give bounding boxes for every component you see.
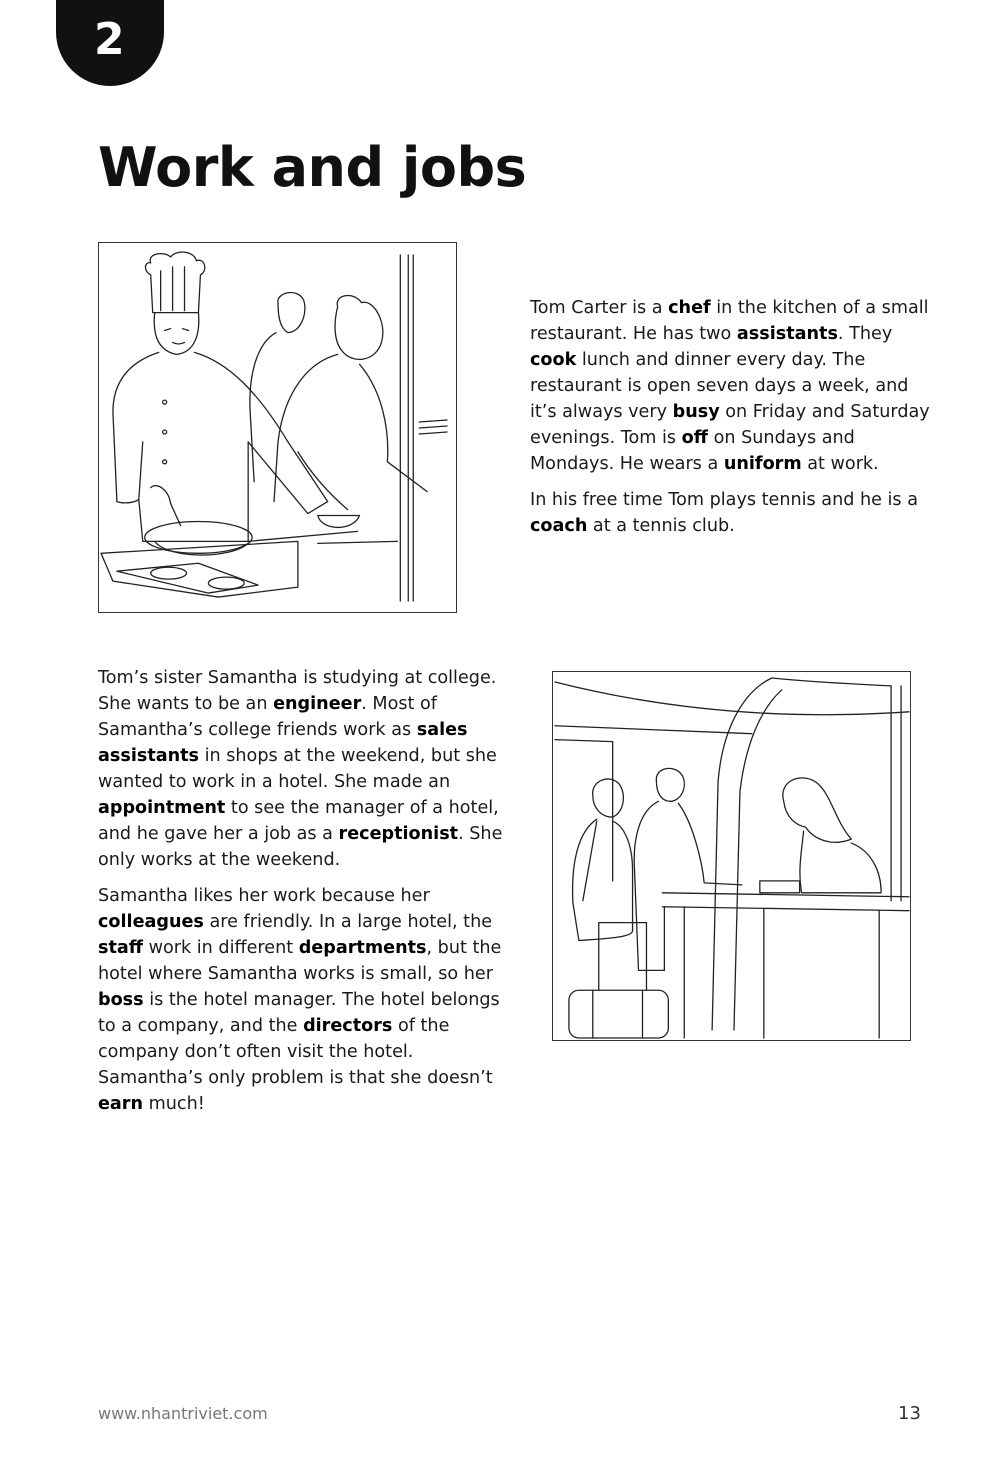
tom-paragraph-2 [530, 487, 930, 539]
samantha-paragraph-2 [98, 883, 513, 1117]
kitchen-illustration [98, 242, 457, 613]
key-vocabulary-word: receptionist [338, 824, 459, 844]
key-vocabulary-word: busy [672, 402, 720, 422]
text-run: lunch and dinner every day. The restaurant is open seven days a week, and it’s always very [530, 350, 909, 422]
page-title: Work and jobs [98, 136, 527, 199]
key-vocabulary-word: staff [98, 938, 144, 958]
text-run: In his free time Tom plays tennis and he is a [530, 490, 918, 510]
text-run: Samantha likes her work because her [98, 886, 430, 906]
key-vocabulary-word: departments [298, 938, 427, 958]
text-run: work in different [143, 938, 299, 958]
key-vocabulary-word: off [681, 428, 709, 448]
text-run: Tom’s sister Samantha is studying at college. She wants to be an [98, 668, 497, 714]
text-run: to see the manager of a hotel, and he gave her a job as a [98, 798, 499, 844]
footer-website: www.nhantriviet.com [98, 1404, 268, 1423]
key-vocabulary-word: boss [98, 990, 144, 1010]
key-vocabulary-word: engineer [273, 694, 362, 714]
text-run: much! [143, 1094, 205, 1114]
text-run: at a tennis club. [587, 516, 735, 536]
page-number: 13 [898, 1403, 921, 1424]
key-vocabulary-word: directors [303, 1016, 393, 1036]
key-vocabulary-word: colleagues [98, 912, 204, 932]
key-vocabulary-word: coach [530, 516, 588, 536]
text-run: . She only works at the weekend. [98, 824, 503, 870]
text-run: in shops at the weekend, but she wanted to work in a hotel. She made an [98, 746, 497, 792]
text-run: on Sundays and Mondays. He wears a [530, 428, 855, 474]
samantha-text [98, 665, 513, 1127]
unit-number: 2 [94, 14, 125, 65]
text-run: Tom Carter is a [530, 298, 669, 318]
key-vocabulary-word: earn [98, 1094, 144, 1114]
tom-paragraph-1 [530, 295, 930, 477]
text-run: , but the hotel where Samantha works is small, so her [98, 938, 502, 984]
key-vocabulary-word: sales assistants [98, 720, 468, 766]
samantha-paragraph-1 [98, 665, 513, 873]
key-vocabulary-word: uniform [723, 454, 802, 474]
tom-text [530, 295, 930, 549]
text-run: are friendly. In a large hotel, the [203, 912, 493, 932]
unit-number-badge [56, 0, 164, 86]
text-run: on Friday and Saturday evenings. Tom is [530, 402, 930, 448]
key-vocabulary-word: cook [530, 350, 577, 370]
text-run: is the hotel manager. The hotel belongs to a company, and the [98, 990, 500, 1036]
key-vocabulary-word: assistants [736, 324, 838, 344]
text-run: . Most of Samantha’s college friends work as [98, 694, 437, 740]
text-run: at work. [801, 454, 879, 474]
text-run: of the company don’t often visit the hotel. Samantha’s only problem is that she doesn’t [98, 1016, 493, 1088]
key-vocabulary-word: chef [668, 298, 711, 318]
text-run: in the kitchen of a small restaurant. He has two [530, 298, 929, 344]
hotel-reception-illustration [552, 671, 911, 1041]
text-run: . They [837, 324, 893, 344]
key-vocabulary-word: appointment [98, 798, 226, 818]
